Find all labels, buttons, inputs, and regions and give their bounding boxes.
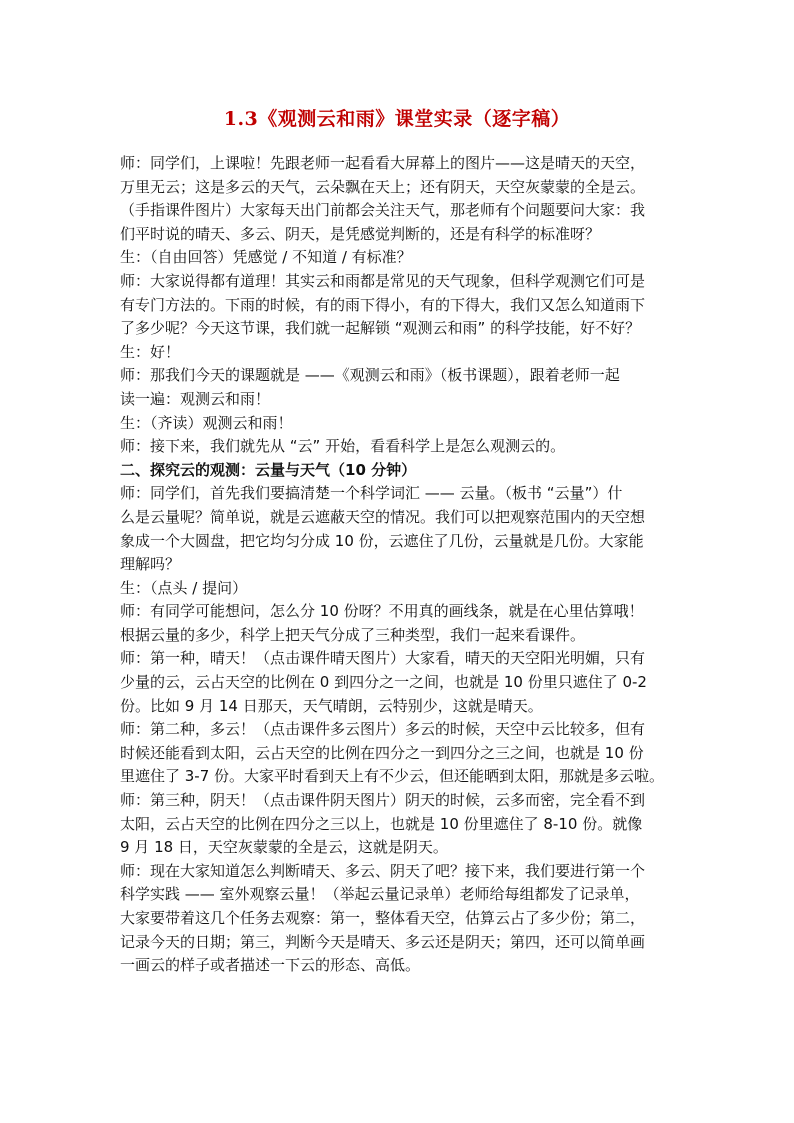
text-line: 份。比如 9 月 14 日那天，天气晴朗，云特别少，这就是晴天。 bbox=[120, 696, 543, 715]
text-line: 师：接下来，我们就先从 “云” 开始，看看科学上是怎么观测云的。 bbox=[120, 437, 566, 456]
text-line: 9 月 18 日，天空灰蒙蒙的全是云，这就是阴天。 bbox=[120, 838, 448, 857]
document-title: 1.3《观测云和雨》课堂实录（逐字稿） bbox=[223, 108, 571, 130]
text-line: 象成一个大圆盘，把它均匀分成 10 份，云遮住了几份，云量就是几份。大家能 bbox=[120, 531, 644, 550]
text-line: 师：大家说得都有道理！其实云和雨都是常见的天气现象，但科学观测它们可是 bbox=[120, 271, 646, 290]
text-line: 太阳，云占天空的比例在四分之三以上，也就是 10 份里遮住了 8-10 份。就像 bbox=[120, 814, 643, 833]
text-line: 生：（自由回答）凭感觉 / 不知道 / 有标准？ bbox=[120, 248, 412, 267]
text-line: 生：（齐读）观测云和雨！ bbox=[120, 413, 293, 432]
text-line: 师：同学们，上课啦！先跟老师一起看看大屏幕上的图片——这是晴天的天空， bbox=[120, 154, 646, 172]
document-body bbox=[120, 152, 680, 978]
text-line: 记录今天的日期；第三，判断今天是晴天、多云还是阴天；第四，还可以简单画 bbox=[120, 932, 646, 951]
text-line: 么是云量呢？简单说，就是云遮蔽天空的情况。我们可以把观察范围内的天空想 bbox=[120, 507, 646, 526]
text-line: 师：现在大家知道怎么判断晴天、多云、阴天了吧？接下来，我们要进行第一个 bbox=[120, 861, 646, 880]
text-line: 时候还能看到太阳，云占天空的比例在四分之一到四分之三之间，也就是 10 份 bbox=[120, 743, 644, 762]
text-line: 理解吗？ bbox=[120, 555, 181, 574]
text-line: 师：第二种，多云！（点击课件多云图片）多云的时候，天空中云比较多，但有 bbox=[120, 720, 646, 739]
text-line: 生：（点头 / 提问） bbox=[120, 578, 248, 597]
text-line: 师：有同学可能想问，怎么分 10 份呀？不用真的画线条，就是在心里估算哦！ bbox=[120, 602, 644, 621]
text-line: （手指课件图片）大家每天出门前都会关注天气，那老师有个问题要问大家：我 bbox=[120, 201, 646, 220]
text-line: 读一遍：观测云和雨！ bbox=[120, 389, 271, 408]
text-line: 师：第三种，阴天！（点击课件阴天图片）阴天的时候，云多而密，完全看不到 bbox=[120, 791, 646, 810]
section-heading: 二、探究云的观测：云量与天气（10 分钟） bbox=[120, 460, 417, 479]
text-line: 了多少呢？今天这节课，我们就一起解锁 “观测云和雨” 的科学技能，好不好？ bbox=[120, 319, 641, 338]
text-line: 里遮住了 3-7 份。大家平时看到天上有不少云，但还能晒到太阳，那就是多云啦。 bbox=[120, 767, 665, 786]
text-line: 们平时说的晴天、多云、阴天，是凭感觉判断的，还是有科学的标准呀？ bbox=[120, 224, 601, 243]
text-line: 大家要带着这几个任务去观察：第一，整体看天空，估算云占了多少份；第二， bbox=[120, 909, 646, 927]
text-line: 师：那我们今天的课题就是 ——《观测云和雨》（板书课题），跟着老师一起 bbox=[120, 366, 620, 385]
text-line: 少量的云，云占天空的比例在 0 到四分之一之间，也就是 10 份里只遮住了 0-2 bbox=[120, 673, 647, 692]
text-line: 生：好！ bbox=[120, 342, 181, 361]
text-line: 有专门方法的。下雨的时候，有的雨下得小，有的下得大，我们又怎么知道雨下 bbox=[120, 295, 646, 314]
text-line: 根据云量的多少，科学上把天气分成了三种类型，我们一起来看课件。 bbox=[120, 625, 586, 644]
text-line: 科学实践 —— 室外观察云量！（举起云量记录单）老师给每组都发了记录单， bbox=[120, 885, 640, 904]
text-line: 一画云的样子或者描述一下云的形态、高低。 bbox=[120, 956, 421, 975]
text-line: 师：同学们，首先我们要搞清楚一个科学词汇 —— 云量。（板书 “云量”）什 bbox=[120, 484, 623, 503]
text-line: 师：第一种，晴天！（点击课件晴天图片）大家看，晴天的天空阳光明媚，只有 bbox=[120, 649, 646, 668]
text-line: 万里无云；这是多云的天气，云朵飘在天上；还有阴天，天空灰蒙蒙的全是云。 bbox=[120, 177, 646, 196]
